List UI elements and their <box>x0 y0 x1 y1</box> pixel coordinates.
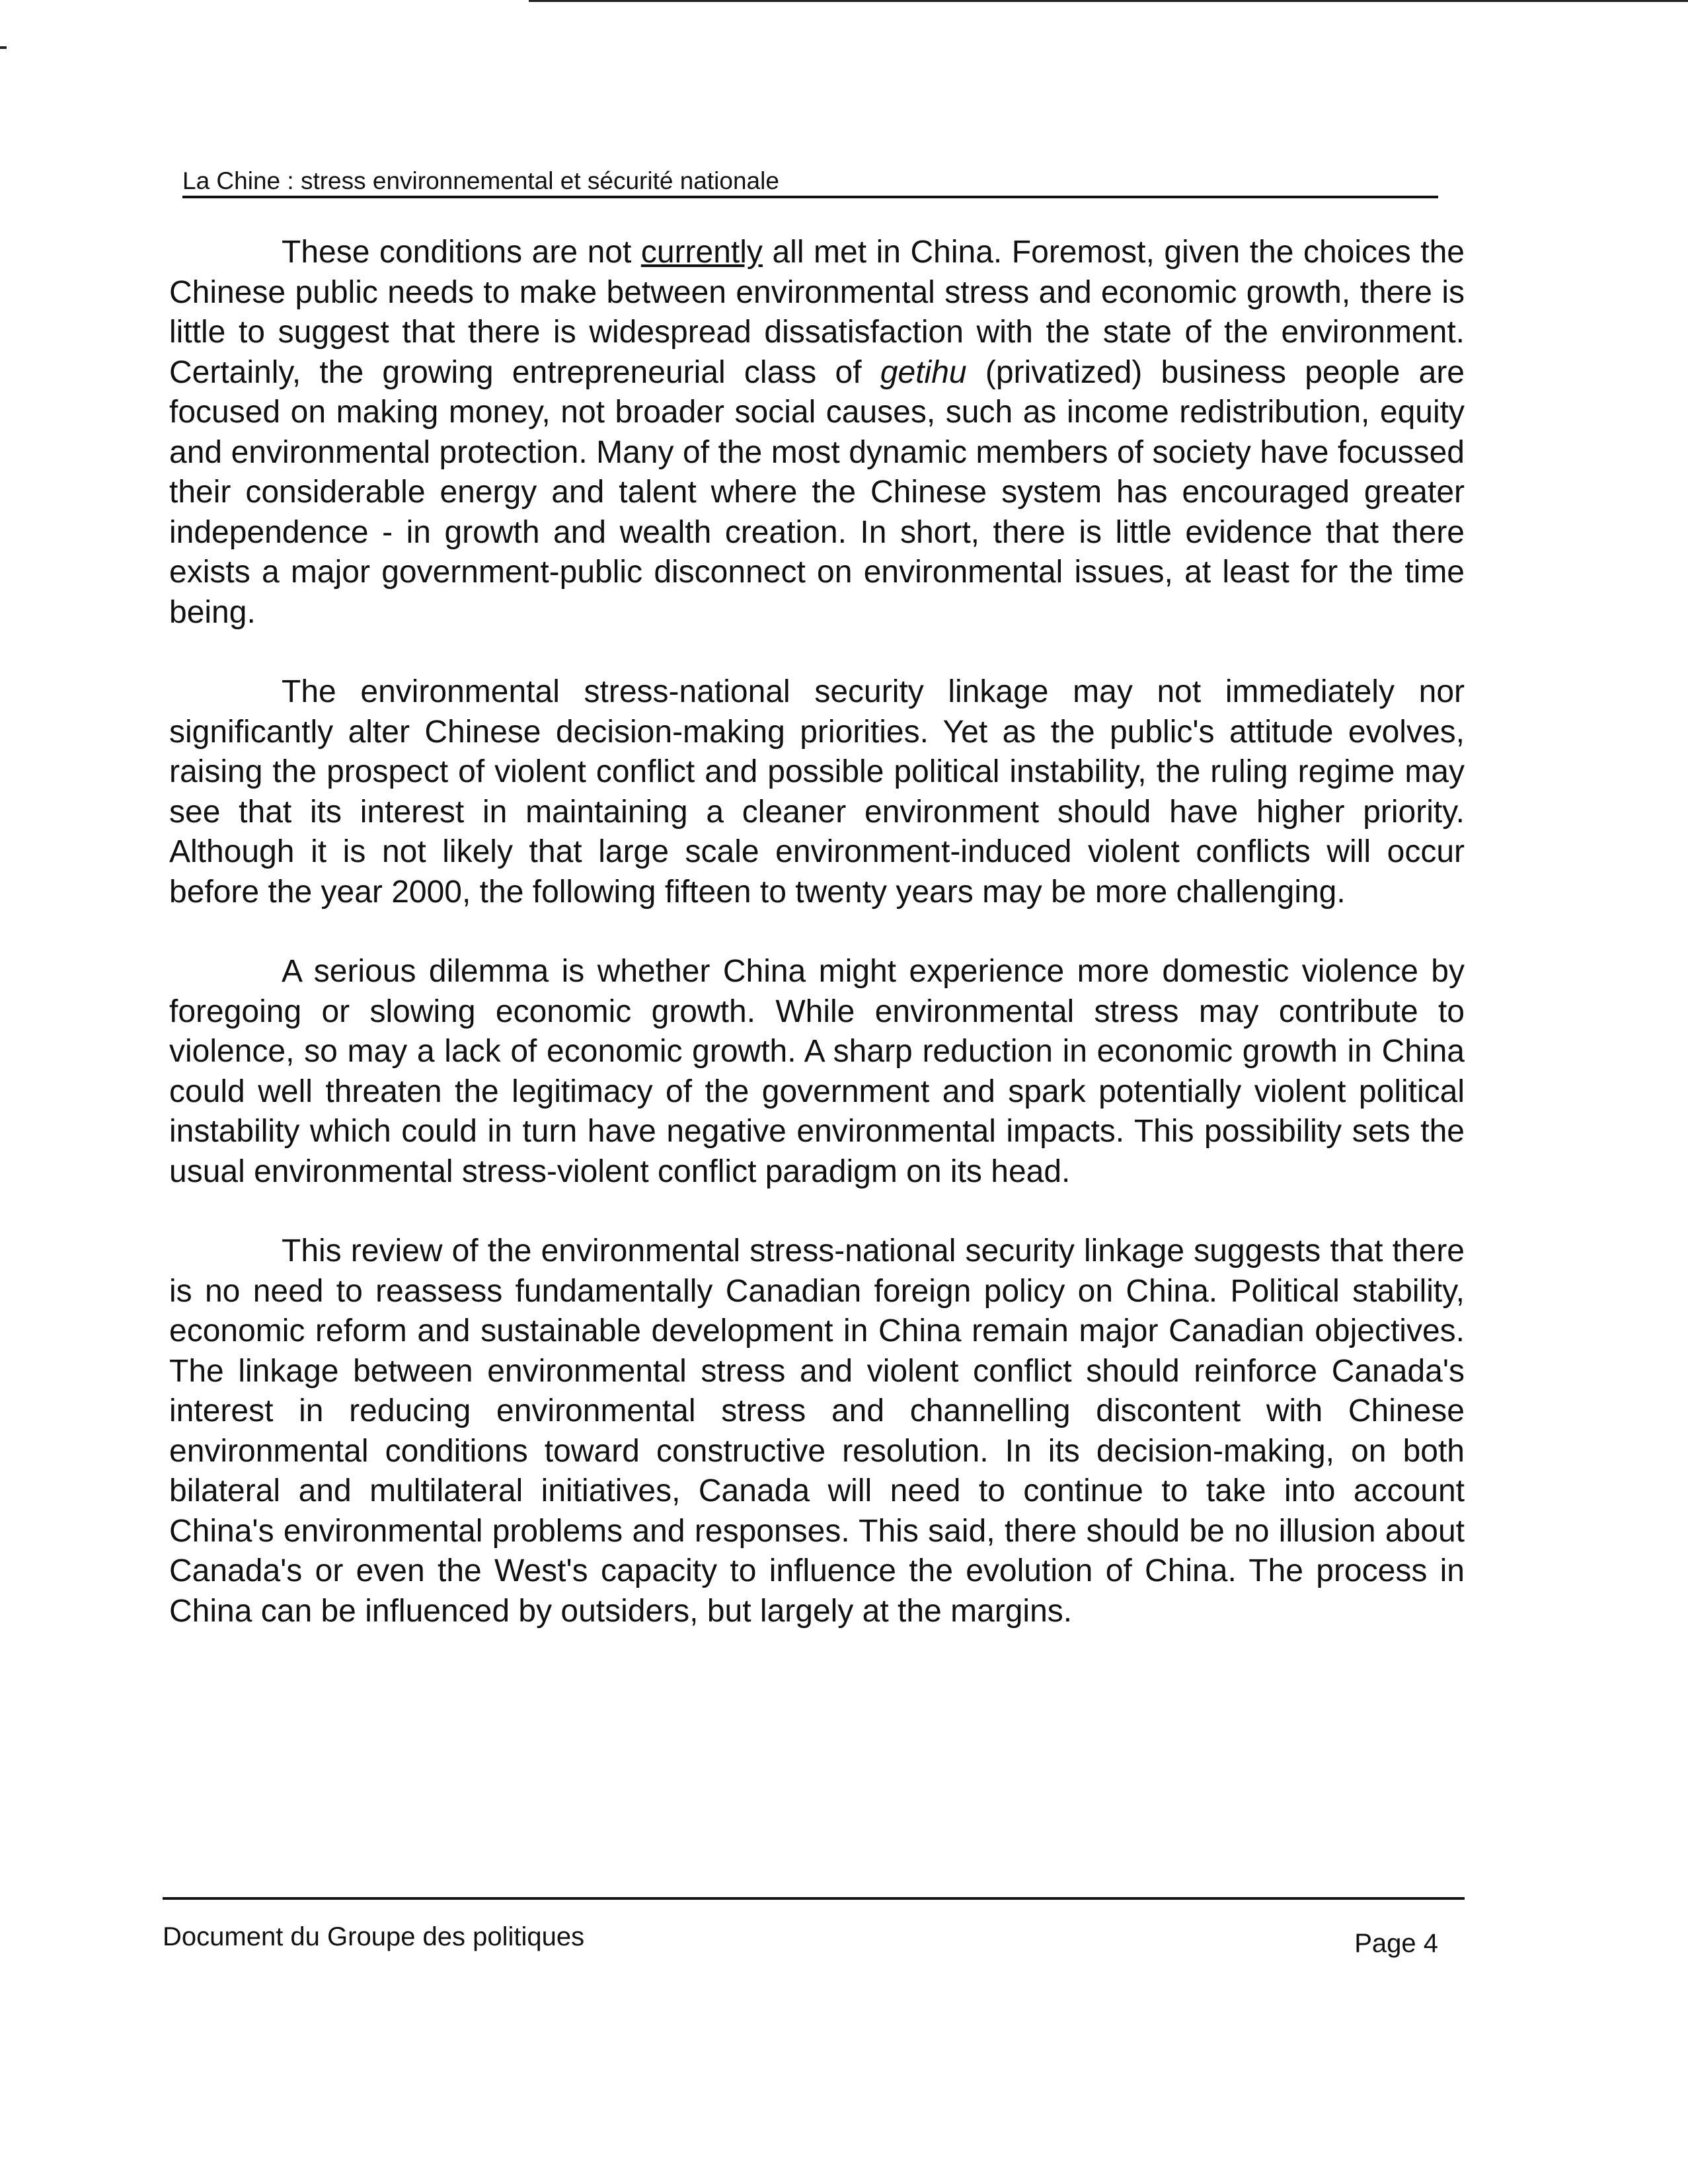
running-header: La Chine : stress environnemental et sécurité nationale <box>182 167 779 194</box>
paragraph-1-underlined-word: currently <box>640 235 763 270</box>
header-rule <box>182 196 1438 198</box>
paragraph-1-part-b: all met in China. Foremost, given the choices the Chinese public needs to make between environmental stress and economic growth, there is little to suggest that there is widespread dissatisfaction with the state of the environment. Certainly, the growing entrepreneurial class of <box>169 235 1465 390</box>
scan-artifact-top-line <box>529 0 1688 2</box>
footer-page-number: Page 4 <box>1354 1929 1438 1958</box>
body-text <box>169 233 1465 1671</box>
paragraph-1-part-a: These conditions are not <box>282 235 641 270</box>
paragraph-4: This review of the environmental stress-national security linkage suggests that there is no need to reassess fundamentally Canadian foreign policy on China. Political stability, economic reform and sustainable development in China remain major Canadian objectives. The linkage between environmental stress and violent conflict should reinforce Canada's interest in reducing environmental stress and channelling discontent with Chinese environmental conditions toward constructive resolution. In its decision-making, on both bilateral and multilateral initiatives, Canada will need to continue to take into account China's environmental problems and responses. This said, there should be no illusion about Canada's or even the West's capacity to influence the evolution of China. The process in China can be influenced by outsiders, but largely at the margins. <box>169 1233 1465 1629</box>
paragraph-1-part-c: (privatized) business people are focused on making money, not broader social causes, such as income redistribution, equity and environmental protection. Many of the most dynamic members of society have focussed their considerable energy and talent where the Chinese system has encouraged greater independence - in growth and wealth creation. In short, there is little evidence that there exists a major government-public disconnect on environmental issues, at least for the time being. <box>169 354 1465 630</box>
footer-rule <box>163 1897 1465 1900</box>
paragraph-1 <box>169 233 1465 633</box>
footer-document-label: Document du Groupe des politiques <box>163 1922 585 1951</box>
paragraph-2: The environmental stress-national security linkage may not immediately nor significantly alter Chinese decision-making priorities. Yet as the public's attitude evolves, raising the prospect of violent conflict and possible political instability, the ruling regime may see that its interest in maintaining a cleaner environment should have higher priority. Although it is not likely that large scale environment-induced violent conflicts will occur before the year 2000, the following fifteen to twenty years may be more challenging. <box>169 674 1465 910</box>
paragraph-1-italic-term: getihu <box>880 354 967 390</box>
scan-artifact-left-mark <box>0 46 7 49</box>
paragraph-3: A serious dilemma is whether China might experience more domestic violence by foregoing or slowing economic growth. While environmental stress may contribute to violence, so may a lack of economic growth. A sharp reduction in economic growth in China could well threaten the legitimacy of the government and spark potentially violent political instability which could in turn have negative environmental impacts. This possibility sets the usual environmental stress-violent conflict paradigm on its head. <box>169 954 1465 1189</box>
